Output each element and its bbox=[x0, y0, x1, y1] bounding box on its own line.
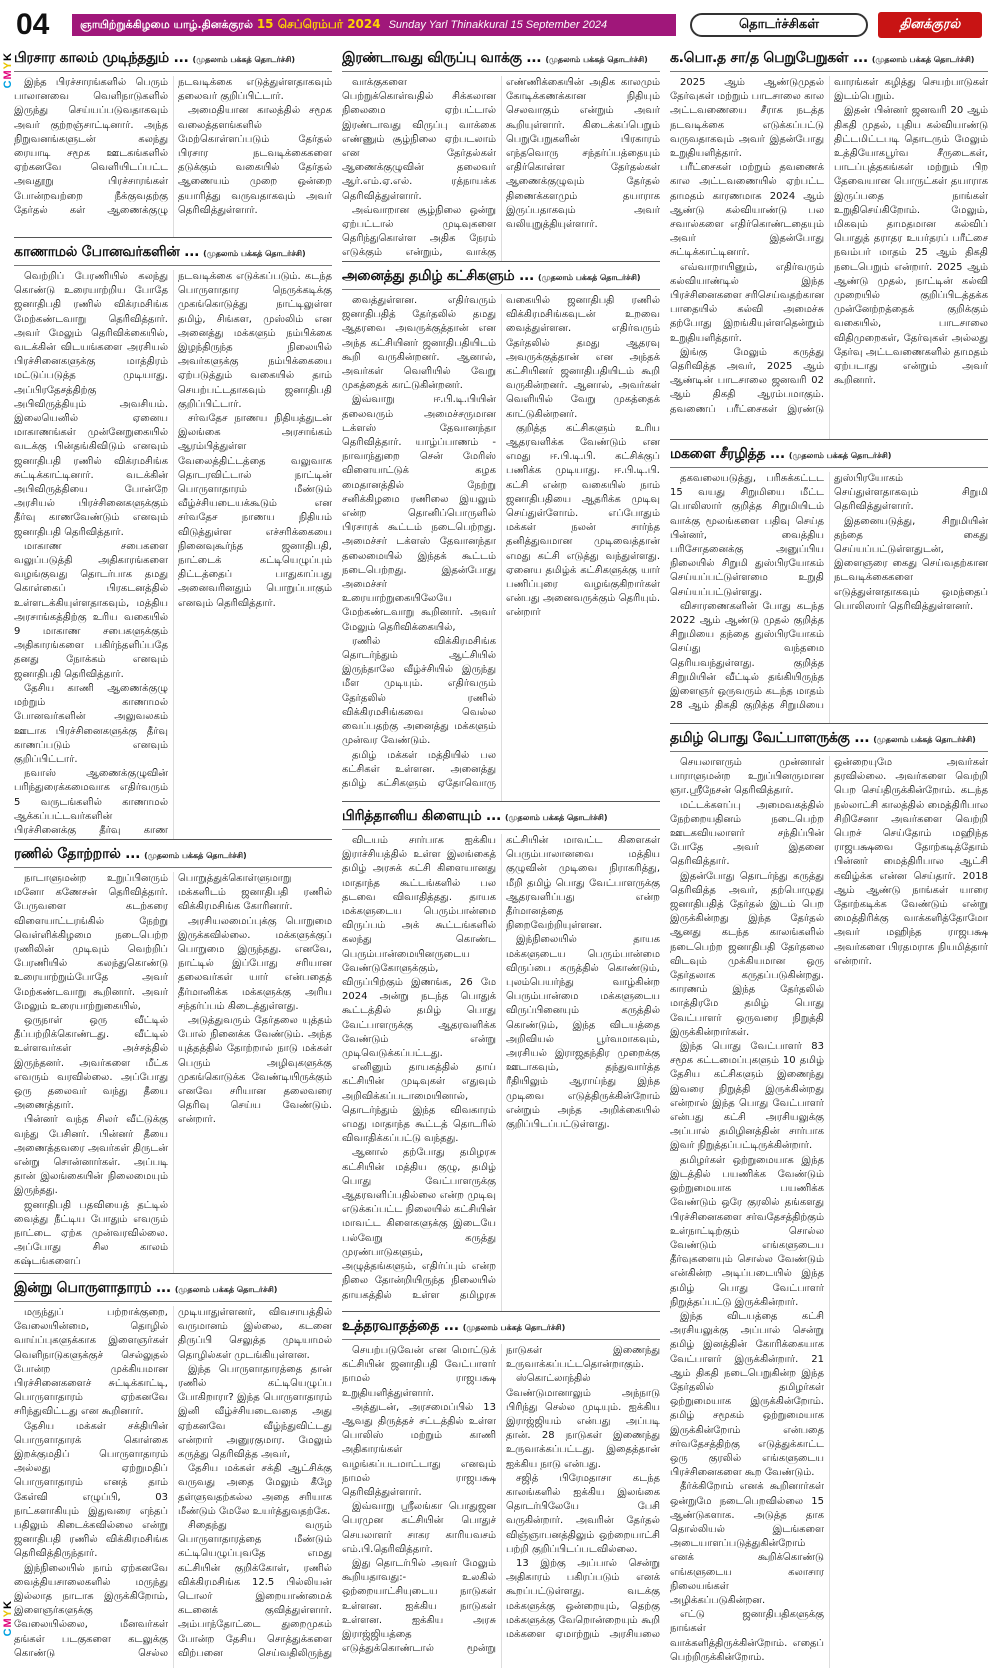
paragraph: தேசிய மக்கள் சக்தி ஆட்சிக்கு வருவது அதை மேலும் கீழே தள்ளுவதற்கல்ல அதை சரியாக மீண்டும் மேலே உயர்த்துவதற்கே. bbox=[178, 1463, 332, 1517]
article-title: மகளை சீரழித்த ... bbox=[670, 446, 785, 462]
paragraph: தேசிய மக்கள் சக்தியின் பொருளாதாரக் கொள்கை இறக்குமதிப் பொருளாதாரம் அல்லது ஏற்றுமதிப் பொருளாதாரம் எனத் தாம் கேள்வி எழுப்பி, 03 நாட்களாகியும் இதுவரை எந்தப் பதிலும் கிடைக்கவில்லை என்று ஜனாதிபதி ரணில் விக்கிரமசிங்க தெரிவித்திருந்தார். bbox=[14, 1420, 168, 1560]
paragraph: சிதைந்து வரும் பொருளாதாரத்தை மீண்டும் கட்டியெழுப்புவதே எமது கட்சியின் குறிக்கோள், ரணில் விக்கிரமசிங்க 12.5 பில்லியன் டொலர் இறையாண்மைக் கடனைக் குவித்துள்ளார். அம்பாந்தோட்டை துறைமுகம் போன்ற தேசிய சொத்துக்களை விற்பனை செய்வதிலிருந்து bbox=[178, 1520, 332, 1659]
paragraph: அரசியலமைப்புக்கு பொறுமை இருக்கவில்லை. மக்களுக்குப் பொறுமை இருந்தது. எனவே, நாட்டில் இப்போது சரியான தலைவர்கள் யார் என்பதைத் தீர்மானிக்க மக்களுக்கு அரிய சந்தர்ப்பம் கிடைத்துள்ளது. bbox=[178, 915, 332, 1012]
article-title: அனைத்து தமிழ் கட்சிகளும் ... bbox=[342, 268, 535, 284]
paragraph: தேசிய காணி ஆணைக்குழு மற்றும் காணாமல் போனவர்களின் அலுவலகம் ஊடாக பிரச்சினைகளுக்கு தீர்வு காணப்படும் எனவும் குறிப்பிட்டார். bbox=[14, 682, 168, 765]
article-title: இன்று பொருளாதாரம் ... bbox=[14, 1280, 171, 1296]
paragraph: எனினும் தாயகத்தில் தாய் கட்சியின் முடிவுகள் எதுவும் அறிவிக்கப்படாமையினால், தொடர்ந்தும் இந்த விவகாரம் எமது மாதாந்த கூட்டத் தொடரில் விவாதிக்கப்பட்டு வந்தது. bbox=[342, 1062, 496, 1145]
paragraph: விசாரணைகளின் போது கடந்த 2022 ஆம் ஆண்டு முதல் குறித்த சிறுமியை தந்தை துஸ்பிரயோகம் செய்து வந்தமை தெரியவந்துள்ளது. குறித்த சிறுமியின் வீட்டில் தங்கியிருந்த இளைஞர் ஒருவரும் கடந்த மாதம் 28 ஆம் திகதி குறித்த சிறுமியை துஸ்பிரயோகம் செய்துள்ளதாகவும் சிறுமி தெரிவித்துள்ளார். bbox=[670, 473, 988, 712]
continued-label: (முதலாம் பக்கத் தொடர்ச்சி) bbox=[203, 249, 306, 258]
paragraph: தமிழர்கள் ஒற்றுமையாக இந்த இடத்தில் பயணிக்க வேண்டும் ஒற்றுமையாக பயணிக்க வேண்டும் ஒரே குரலில் தங்களது பிரச்சினைகளை சர்வதேசத்திற்கும் உள்நாட்டிற்கும் சொல்ல வேண்டும் எங்களுடைய தீர்வுகளையும் சொல்ல வேண்டும் என்கின்ற அடிப்படையில் இந்த தமிழ் பொது வேட்பாளர் நிறுத்தப்பட்டு இருக்கின்றார். bbox=[670, 1154, 824, 1308]
article-body bbox=[342, 294, 660, 801]
article-anaithu-tamil-katchigal bbox=[342, 266, 660, 802]
column-2 bbox=[342, 48, 660, 1668]
paragraph: இதனையடுத்து, சிறுமியின் தந்தை கைது செய்யப்பட்டுள்ளதுடன், இளைஞரை கைது செய்வதற்கான நடவடிக்கைகளை எடுத்துள்ளதாகவும் ஒமந்தைப் பொலிஸார் தெரிவித்துள்ளனர். bbox=[834, 515, 988, 612]
article-title: ரணில் தோற்றால் ... bbox=[14, 846, 141, 862]
paragraph: விடயம் சார்பாக ஐக்கிய இராச்சியத்தில் உள்ள இலங்கைத் தமிழ் அரசுக் கட்சி கிளையானது மாதாந்த கூட்டங்களில் பல தடவை விவாதித்தது. தாயக மக்களுடைய பெரும்பான்மை விருப்பம் அக் கூட்டங்களில் கலந்து கொண்ட பெரும்பான்மையினருடைய வேண்டுகோளுக்கும், விருப்பிற்கும் இணங்க, 26 மே 2024 அன்று நடந்த பொதுக் கூட்டத்தில் தமிழ் பொது வேட்பாளருக்கு ஆதரவளிக்க வேண்டும் என்று முடிவெடுக்கப்பட்டது. bbox=[342, 835, 496, 1060]
article-title: பிரசார காலம் முடிந்ததும் ... bbox=[14, 50, 189, 66]
date-tamil: ஞாயிற்றுக்கிழமை யாழ்.தினக்குரல் 15 செப்ரெம்பர் 2024 bbox=[80, 17, 381, 31]
article-title: பிரித்தானிய கிளையும் ... bbox=[342, 808, 501, 824]
column-3 bbox=[670, 48, 988, 1668]
date-strip bbox=[72, 14, 676, 36]
paragraph: இந்நிலையில் தாயக மக்களுடைய பெரும்பான்மை விருப்பை கருத்தில் கொண்டும், புலம்பெயர்ந்து வாழ்கின்ற பெரும்பான்மை மக்களுடைய விருப்பினையும் கருத்தில் கொண்டும், இந்த விடயத்தை அறிவியல் பூர்வமாகவும், அரசியல் இராஜதந்திர முறைக்கு ஊடாகவும், தந்துவார்த்த ரீதியிலும் ஆராய்ந்து இந்த முடிவை எடுத்திருக்கின்றோம் என்றும் அந்த அறிக்கையில் குறிப்பிடப்பட்டுள்ளது. bbox=[506, 934, 660, 1131]
paragraph: ஆனால் தற்போது தமிழரசு கட்சியின் மத்திய குழு, தமிழ் பொது வேட்பாளருக்கு ஆதரவளிப்பதில்லை என்ற முடிவு எடுக்கப்பட்ட நிலையில் கட்சியின் மாவட்ட கிளைகளுக்கு இடையே பல்வேறு கருத்து முரண்பாடுகளும், அழுத்தங்களும், எதிர்ப்பும் என்ற நிலை தோன்றியிருந்த நிலையில் தாயகத்தில் உள்ள தமிழரசு கட்சியின் மாவட்ட கிளைகள் பெரும்பாலானவை மத்திய குழுவின் முடிவை நிராகரித்து, மீறி தமிழ் பொது வேட்பாளருக்கு ஆதரவளிப்பது என்ற தீர்மானத்தை நிறைவேற்றியுள்ளன. bbox=[342, 835, 660, 1301]
article-body bbox=[670, 756, 988, 1668]
paragraph: ஒருநாள் ஒரு வீட்டில் தீப்பற்றிக்கொண்டது. வீட்டில் உள்ளவர்கள் அச்சத்தில் இருந்தனர். அவர்களை மீட்க எவரும் வரவில்லை. அப்போது ஒரு தலைவர் வந்து தீயை அணைத்தார். bbox=[14, 1015, 168, 1112]
paragraph: தகவலையடுத்து, பரிசுக்கட்டட 15 வயது சிறுமியை மீட்ட பொலிஸார் குறித்த சிறுமியிடம் வாக்கு மூலங்களை பதிவு செய்த பின்னர், வைத்திய பரிசோதனைக்கு அனுப்பிய நிலையில் சிறுமி துஸ்பிரயோகம் செய்யப்பட்டுள்ளமை உறுதி செய்யப்பட்டுள்ளது. bbox=[670, 473, 824, 598]
paragraph: செயலாளரும் முன்னாள் பாராளுமன்ற உறுப்பினருமான ஞா.ஸ்ரீநேசன் தெரிவித்தார். bbox=[670, 757, 824, 797]
paragraph: வைத்துள்ளன. எதிர்வரும் ஜனாதிபதித் தேர்தலில் தமது ஆதரவை அவருக்குத்தான் என அந்த கட்சியினர் ஜனாதிபதியிடம் கூறி வருகின்றனர். ஆனால், அவர்கள் வெளியில் வேறு முகத்தைக் காட்டுகின்றனர். bbox=[342, 295, 496, 392]
paragraph: அவ்வாறான சூழ்நிலை ஒன்று ஏற்பட்டால் முடிவுகளை தெரிந்துகொள்ள அதிக நேரம் எடுக்கும் என்றும், வாக்கு எண்ணிக்கையின் அதிக காலமும் கோடிக்கணக்கான நிதியும் செலவாகும் என்றும் அவர் கூறியுள்ளார். கிடைக்கப்பெறும் பெறுபேறுகளின் பிரகாரம் எந்தவொரு சந்தர்ப்பத்தையும் எதிர்கொள்ள தேர்தல்கள் ஆணைக்குழுவும் தேர்தல் திணைக்களமும் தயாராக இருப்பதாகவும் அவர் வலியுறுத்தியுள்ளார். bbox=[342, 77, 660, 259]
paragraph: வாக்குகளை பெற்றுக்கொள்வதில் சிக்கலான நிலைமை ஏற்பட்டால் இரண்டாவது விருப்பு வாக்கை எண்ணும் சூழ்நிலை ஏற்படலாம் என தேர்தல்கள் ஆணைக்குழுவின் தலைவர் ஆர்.எம்.ஏ.எல். ரத்நாயக்க தெரிவித்துள்ளார். bbox=[342, 77, 496, 202]
paragraph: பரீட்சைகள் மற்றும் தவணைக் கால அட்டவணையில் ஏற்பட்ட தாமதம் காரணமாக 2024 ஆம் ஆண்டு கல்வியாண்டு பல சவால்களை எதிர்கொண்டதையும் அவர் இதன்போது சுட்டிக்காட்டினார். bbox=[670, 162, 824, 259]
article-pirithaniya-kilaiyum bbox=[342, 806, 660, 1312]
paragraph: மாகாண சபைகளை வலுப்படுத்தி அதிகாரங்களை வழங்குவது தொடர்பாக தமது கொள்கைப் பிரகடனத்தில் உள்ளடக்கியுள்ளதாகவும், மத்திய அரசாங்கத்திற்கு உரிய வகையில் 9 மாகாண சபைகளுக்கும் அதிகாரங்களை பகிர்ந்தளிப்பதே தனது நோக்கம் எனவும் ஜனாதிபதி தெரிவித்தார். bbox=[14, 540, 168, 680]
paragraph: 2025 ஆம் ஆண்டுமுதல் தேர்வுகள் மற்றும் பாடசாலை கால அட்டவணையை சீராக நடத்த நடவடிக்கை எடுக்கப்பட்டு வருவதாகவும் அவர் இதன்போது உறுதியளித்தார். bbox=[670, 77, 824, 160]
continued-label: (முதலாம் பக்கத் தொடர்ச்சி) bbox=[545, 55, 648, 64]
cmyk-marks-bottom: CMYK bbox=[2, 1600, 14, 1637]
date-english: Sunday Yarl Thinakkural 15 September 2024 bbox=[388, 19, 608, 31]
article-ranil-thotral bbox=[14, 844, 332, 1274]
paragraph: வெற்றிப் பேரணியில் கலந்து கொண்டு உரையாற்றிய போதே ஜனாதிபதி ரணில் விக்ரமசிங்க மேற்கண்டவாறு தெரிவித்தார். அவர் மேலும் தெரிவிக்கையில், வடக்கின் விடயங்களை அரசியல் பிரச்சினைகளுக்கு மாத்திரம் மட்டுப்படுத்த முடியாது. அப்பிரதேசத்திற்கு அபிவிருத்தியும் அவசியம். இலையெனில் ஏனைய மாகாணங்கள் முன்னேறுகையில் வடக்கு பின்தங்கிவிடும் எனவும் ஜனாதிபதி ரணில் விக்ரமசிங்க சுட்டிக்காட்டினார். வடக்கின் அபிவிருத்தியை போன்றே அரசியல் பிரச்சினைகளுக்கும் தீர்வு காணவேண்டும் எனவும் ஜனாதிபதி தெரிவித்தார். bbox=[14, 271, 168, 538]
continued-label: (முதலாம் பக்கத் தொடர்ச்சி) bbox=[788, 451, 892, 460]
paragraph: பின்னர் வந்த சிலர் வீட்டுக்கு வந்து பேசினர். பின்னர் தீயை அணைத்தவரை அவர்கள் திருடன் என்று சொன்னார்கள். அப்படி தான் இலங்கையின் நிலைமையும் இருந்தது. bbox=[14, 1114, 168, 1197]
article-body bbox=[670, 76, 988, 439]
section-title: தொடர்ச்சிகள் bbox=[690, 13, 868, 37]
article-body bbox=[14, 270, 332, 839]
continued-label: (முதலாம் பக்கத் தொடர்ச்சி) bbox=[871, 55, 975, 64]
paragraph: 13 இற்கு அப்பால் சென்று அதிகாரம் பகிரப்படும் எனக் கூறப்பட்டுள்ளது. வடக்கு மக்களுக்கு ஒன்றையும், தெற்கு மக்களுக்கு வேறொன்றையும் கூறி மக்களை ஏமாற்றும் அரசியலை bbox=[506, 1558, 660, 1641]
article-title: க.பொ.த சா/த பெறுபேறுகள் ... bbox=[670, 50, 868, 66]
continued-label: (முதலாம் பக்கத் தொடர்ச்சி) bbox=[462, 1323, 566, 1332]
continued-label: (முதலாம் பக்கத் தொடர்ச்சி) bbox=[538, 273, 641, 282]
article-title: காணாமல் போனவர்களின் ... bbox=[14, 244, 200, 260]
page-number: 04 bbox=[16, 8, 50, 41]
article-ka-po-tha-pa bbox=[670, 48, 988, 440]
paragraph: சர்வதேச நாணய நிதியத்துடன் இலங்கை அரசாங்கம் ஆரம்பித்துள்ள வேலைத்திட்டத்தை வலுவாக தொடரவிட்டால் நாட்டின் பொருளாதாரம் மீண்டும் வீழ்ச்சியடையக்கூடும் என சர்வதேச நாணய நிதியம் விடுத்துள்ள எச்சரிக்கையை நினைவுகூர்ந்த ஜனாதிபதி, நாட்டைக் கட்டியெழுப்பும் திட்டத்தைப் பாதுகாப்பது அனைவரினதும் பொறுப்பாகும் எனவும் தெரிவித்தார். bbox=[178, 413, 332, 609]
paragraph: இந்த விடயத்தை கட்சி அரசியலுக்கு அப்பால் சென்று தமிழ் இனத்தின் கோரிக்கையாக வேட்பாளர் இருக்கின்றார். 21 ஆம் திகதி நடைபெறுகின்ற இந்த தேர்தலில் தமிழர்கள் ஒற்றுமையாக இருக்கின்றோம். தமிழ் சமூகம் ஒற்றுமையாக இருக்கின்றோம் என்பதை சர்வதேசத்திற்கு எடுத்துக்காட்ட ஒரு குரலில் எங்களுடைய பிரச்சினைகளை கூற வேண்டும். bbox=[670, 1310, 824, 1479]
article-body bbox=[342, 76, 660, 261]
paragraph: தமிழ் மக்கள் மத்தியில் பல கட்சிகள் உள்ளன. அனைத்து தமிழ் கட்சிகளும் ஏதோவொரு வகையில் ஜனாதிபதி ரணில் விக்கிரமசிங்கவுடன் உறவை வைத்துள்ளன. எதிர்வரும் தேர்தலில் தமது ஆதரவு அவருக்குத்தான் என அந்தக் கட்சியினர் ஜனாதிபதியிடம் கூறி வருகின்றனர். ஆனால், அவர்கள் வெளியில் வேறு முகத்தைக் காட்டுகின்றனர். bbox=[342, 295, 660, 789]
column-1 bbox=[14, 48, 332, 1668]
paragraph: ஸ்கொட்லாந்தில் வேண்டுமானாலும் அந்நாடு பிரிந்து செல்ல முடியும். ஐக்கிய இராஜ்ஜியம் என்பது அப்படி தான். 28 நாடுகள் இணைந்து உருவாக்கப்பட்டது. இதைத்தான் ஐக்கிய நாடு என்பது. bbox=[506, 1373, 660, 1470]
article-irandavathu-viruppu bbox=[342, 48, 660, 262]
paragraph: இவ்வாறு ஸ்ரீலங்கா பொதுஜன பெரமுன கட்சியின் பொதுச் செயலாளர் சாகர காரியவசம் எம்.பி.தெரிவித்தார். bbox=[342, 1501, 496, 1555]
article-indru-porulaatharam bbox=[14, 1278, 332, 1668]
article-title: உத்தரவாதத்தை ... bbox=[342, 1318, 459, 1334]
paragraph: செயற்படுவேன் என மொட்டுக் கட்சியின் ஜனாதிபதி வேட்பாளர் நாமல் ராஜபக்ஷ உறுதியளித்துள்ளார். bbox=[342, 1345, 496, 1399]
paragraph: இந்த பிரச்சாரங்களில் பெரும் பாலானவை வெளிநாடுகளில் இருந்து செய்யப்படுவதாகவும் அவர் குற்றஞ்சாட்டினார். அந்த நிறுவனங்களுடன் கலந்து ரையாடி சமூக ஊடகங்களில் ஏற்கனவே வெளியிடப்பட்ட அவதூறு பிரச்சாரங்கள் போன்றவற்றை நீக்குவதற்கு தேர்தல் கள் ஆணைக்குழு நடவடிக்கை எடுத்துள்ளதாகவும் தலைவர் குறிப்பிட்டார். bbox=[14, 77, 332, 216]
paragraph: குறித்த கட்சிகளும் உரிய ஆதரவளிக்க வேண்டும் என எமது ஈ.பி.டி.பி. கட்சிக்குப் பணிக்க முடியாது. ஈ.பி.டி.பி. கட்சி என்ற வகையில் நாம் ஜனாதிபதியை ஆதரிக்க முடிவு செய்துள்ளோம். எப்போதும் மக்கள் நலன் சார்ந்த தனித்துவமான முடிவைத்தான் எமது கட்சி எடுத்து வந்துள்ளது. ஏனைய தமிழ்க் கட்சிகளுக்கு யார் பணிப்புரை வழங்குகிறார்கள் என்பது அனைவருக்கும் தெரியும். என்றார் bbox=[506, 422, 660, 619]
article-title: தமிழ் பொது வேட்பாளருக்கு ... bbox=[670, 730, 870, 746]
paragraph: எவ்வாறாயினும், எதிர்வரும் கல்வியாண்டில் இந்த பிரச்சினைகளை சரிசெய்வதற்கான பாதையில் கல்வி அமைச்சு தற்போது இறங்கியுள்ளதென்றும் உறுதியளித்தார். bbox=[670, 261, 824, 344]
paragraph: அத்துடன், அரசமைப்பில் 13 ஆவது திருத்தச் சட்டத்தில் உள்ள பொலிஸ் மற்றும் காணி அதிகாரங்கள் வழங்கப்படமாட்டாது எனவும் நாமல் ராஜபக்ஷ தெரிவித்துள்ளார். bbox=[342, 1401, 496, 1499]
paragraph: இங்கு மேலும் கருத்து தெரிவித்த அவர், 2025 ஆம் ஆண்டின் பாடசாலை ஜனவரி 02 ஆம் திகதி ஆரம்பமாகும். தவணைப் பரீட்சைகள் இரண்டு வாரங்கள் கழித்து செயற்பாடுகள் இடம்பெறும். bbox=[670, 77, 988, 415]
paragraph: இதன் பின்னர் ஜனவரி 20 ஆம் திகதி முதல், புதிய கல்வியாண்டு திட்டமிட்டபடி தொடரும் மேலும் உத்தியோகபூர்வ சீருடைகள், பாடப்புத்தகங்கள் மற்றும் பிற தேவையான பொருட்கள் தயாராக இருப்பதை நாங்கள் உறுதிசெய்கிறோம். மேலும், மிகவும் தாமதமான கல்விப் பொதுத் தராதர உயர்தரப் பரீட்சை நவம்பர் மாதம் 25 ஆம் திகதி நடைபெறும் என்றார். 2025 ஆம் ஆண்டு முதல், நாட்டின் கல்வி முறையில் குறிப்பிடத்தக்க முன்னேற்றத்தைக் குறிக்கும் வகையில், பாடசாலை விதிமுறைகள், தேர்வுகள் அல்லது தேர்வு அட்டவணைகளில் தாமதம் ஏற்படாது என்றும் அவர் கூறினார். bbox=[834, 105, 988, 387]
article-prachara-kaalam bbox=[14, 48, 332, 238]
cmyk-marks-top: CMYK bbox=[2, 52, 14, 89]
article-body bbox=[14, 76, 332, 237]
paragraph: நாடாளுமன்ற உறுப்பினரும் மனோ கணேசன் தெரிவித்தார். பேருவளை கடற்கரை விளையாட்டரங்கில் நேற்று வெள்ளிக்கிழமை நடைபெற்ற ரணிலின் முடிவும் வெற்றிப் பேரணியில் கலந்துகொண்டு உரையாற்றும்போதே அவர் மேற்கண்டவாறு கூறினார். அவர் மேலும் உரையாற்றுகையில், bbox=[14, 873, 168, 1012]
paragraph: ரணில் விக்கிரமசிங்க தொடர்ந்தும் ஆட்சியில் இருந்தாலே வீழ்ச்சியில் இருந்து மீள முடியும். எதிர்வரும் தேர்தலில் ரணில் விக்கிரமசிங்கவை வெல்ல வைப்பதற்கு அனைத்து மக்களும் முன்வர வேண்டும். bbox=[342, 635, 496, 747]
article-body bbox=[670, 472, 988, 723]
continued-label: (முதலாம் பக்கத் தொடர்ச்சி) bbox=[504, 813, 608, 822]
paragraph: இந்த பொது வேட்பாளர் 83 சமூக கட்டமைப்புகளும் 10 தமிழ் தேசிய கட்சிகளும் இணைந்து இவரை நிறுத்தி இருக்கின்றது என்றால் இந்த பொது வேட்பாளர் என்பது கட்சி அரசியலுக்கு அப்பால் தமிழினத்தின் சார்பாக இவர் நிறுத்தப்பட்டிருக்கின்றார். bbox=[670, 1041, 824, 1152]
paragraph: தீர்க்கிறோம் எனக் கூறினார்கள் ஒன்றுமே நடைபெறவில்லை 15 ஆண்டுகளாக. அடுத்த தாக தொல்லியல் இடங்களை அடையாளப்படுத்துகின்றோம் எனக் கூறிக்கொண்டு எங்களுடைய கலாசார நிலையங்கள் அழிக்கப்படுகின்றன. bbox=[670, 1481, 824, 1606]
paragraph: சஜித் பிரேமதாசா கடந்த காலங்களில் ஐக்கிய இலங்கை தொடர்பிலேயே பேசி வருகின்றார். அவரின் தேர்தல் விஞ்ஞாபனத்திலும் ஒற்றையாட்சி பற்றி குறிப்பிடப்படவில்லை. bbox=[506, 1472, 660, 1555]
article-title: இரண்டாவது விருப்பு வாக்கு ... bbox=[342, 50, 542, 66]
paragraph: இவ்வாறு ஈ.பி.டி.பியின் தலைவரும் அமைச்சருமான டக்ளஸ் தேவானந்தா தெரிவித்தார். யாழ்ப்பாணம் - நாவாந்துறை சென் மேரிஸ் விளையாட்டுக் கழக மைதானத்தில் நேற்று சனிக்கிழமை ரணிலை இயலும் என்ற தொனிப்பொருளில் பிரசாரக் கூட்டம் நடைபெற்றது. அமைச்சர் டக்ளஸ் தேவானந்தா தலைமையில் இந்தக் கூட்டம் நடைபெற்றது. இதன்போது அமைச்சர் உரையாற்றுகையிலேயே மேற்கண்டவாறு கூறினார். அவர் மேலும் தெரிவிக்கையில், bbox=[342, 394, 496, 633]
paragraph: இந்நிலையில் நாம் ஏற்கனவே வைத்தியசாலைகளில் மருந்து இல்லாத நாடாக இருக்கிறோம், இளைஞர்களுக்கு வேலையில்லை, மீனவர்கள் தங்கள் படகுகளை கடலுக்கு கொண்டு செல்ல முடியாதுள்ளனர், விவசாயத்தில் வருமானம் இல்லை, கடனை திருப்பி செலுத்த முடியாமல் தொழில்கள் முடங்கியுள்ளன. bbox=[14, 1307, 332, 1659]
article-kaanamal-ponavargal bbox=[14, 242, 332, 840]
paragraph: எட்டு ஜனாதிபதிகளுக்கு நாங்கள் வாக்களித்திருக்கின்றோம். எதைப் பெற்றிருக்கின்றோம். ஒன்றையுமே அவர்கள் தரவில்லை. அவர்களை வெற்றி பெற செய்திருக்கின்றோம். கடந்த நல்லாட்சி காலத்தில் மைத்திரிபால சிறிசேனா அவர்களை வெற்றி பெறச் செய்தோம் மஹிந்த ராஜபக்ஷவை தோற்கடித்தோம் பின்னர் மைத்திரிபால ஆட்சி கவிழ்க்க என்ன செய்தார். 2018 ஆம் ஆண்டு நாங்கள் யாரை தோற்கடிக்க வேண்டும் என்று மைத்திரிக்கு வாக்களித்தோமோ அவர் மஹிந்த ராஜபக்ஷ அவர்களை பிரதமராக நியமித்தார் என்றார். bbox=[670, 757, 988, 1663]
paragraph: இது தொடர்பில் அவர் மேலும் கூறியதாவது:- உலகில் ஒற்றையாட்சியுடைய நாடுகள் உள்ளன. ஐக்கிய நாடுகள் உள்ளன. ஐக்கிய அரசு இராஜ்ஜியத்தை எடுத்துக்கொண்டால் மூன்று நாடுகள் இணைந்து உருவாக்கப்பட்டதொன்றாகும். bbox=[342, 1345, 660, 1655]
article-body bbox=[14, 872, 332, 1273]
article-body bbox=[342, 834, 660, 1311]
paragraph: அடுத்துவரும் தேர்தலை யுத்தம் போல் நினைக்க வேண்டும். அந்த யுத்தத்தில் தோற்றால் நாடு மக்கள் பெரும் அழிவுகளுக்கு முகங்கொடுக்க வேண்டியிருக்கும் எனவே சரியான தலைவரை தெரிவு செய்ய வேண்டும். என்றார். bbox=[178, 1015, 332, 1126]
continued-label: (முதலாம் பக்கத் தொடர்ச்சி) bbox=[873, 735, 976, 744]
article-body bbox=[14, 1306, 332, 1668]
page-header bbox=[16, 8, 994, 42]
continued-label: (முதலாம் பக்கத் தொடர்ச்சி) bbox=[144, 851, 247, 860]
paragraph: ஜனாதிபதி பதவியைத் தட்டில் வைத்து நீட்டிய போதும் எவரும் நாட்டை ஏற்க முன்வரவில்லை. அப்போது சில காலம் கஷ்டங்களைப் பொறுத்துக்கொள்ளுமாறு மக்களிடம் ஜனாதிபதி ரணில் விக்கிரமசிங்க கோரினார். bbox=[14, 873, 332, 1268]
article-magalai-seerazhitha bbox=[670, 444, 988, 724]
article-body bbox=[342, 1344, 660, 1668]
newspaper-logo: தினக்குரல் bbox=[878, 12, 982, 38]
continued-label: (முதலாம் பக்கத் தொடர்ச்சி) bbox=[192, 55, 296, 64]
article-utharavaathathai bbox=[342, 1316, 660, 1668]
paragraph: மட்டக்களப்பு அமைவகத்தில் நேற்றையதினம் நடைபெற்ற ஊடகவியலாளர் சந்திப்பின் போதே அவர் இதனை தெரிவித்தார். bbox=[670, 799, 824, 868]
paragraph: நவாஸ் ஆணைக்குழுவின் பரிந்துரைக்கமைவாக எதிர்வரும் 5 வருடங்களில் காணாமல் ஆக்கப்பட்டவர்களின் பிரச்சினைக்கு தீர்வு காண நடவடிக்கை எடுக்கப்படும். கடந்த பொருளாதார நெருக்கடிக்கு முகங்கொடுத்து நாட்டிலுள்ள தமிழ், சிங்கள, முஸ்லிம் என அனைத்து மக்களும் நம்பிக்கை இழந்திருந்த நிலையில் அவர்களுக்கு நம்பிக்கையை ஏற்படுத்தும் வகையில் தாம் செயற்பட்டதாகவும் ஜனாதிபதி குறிப்பிட்டார். bbox=[14, 271, 332, 836]
article-tamil-podhu-vetpalar bbox=[670, 728, 988, 1668]
paragraph: இந்த பொருளாதாரத்தை தான் ரணில் கட்டியெழுப்ப போகிறாரா? இந்த பொருளாதாரம் இனி வீழ்ச்சியடைவதை அது ஏற்கனவே வீழ்ந்துவிட்டது என்றார் அனுரகுமார. மேலும் கருத்து தெரிவித்த அவர், bbox=[178, 1363, 332, 1461]
continued-label: (முதலாம் பக்கத் தொடர்ச்சி) bbox=[174, 1285, 278, 1294]
paragraph: அமைதியான காலத்தில் சமூக வலைத்தளங்களில் மேற்கொள்ளப்படும் தேர்தல் பிரசார நடவடிக்கைகளை தடுக்கும் வகையில் தேர்தல் ஆணையம் முறை ஒன்றை தயாரித்து வருவதாகவும் அவர் தெரிவித்துள்ளார். bbox=[178, 105, 332, 216]
paragraph: மருந்துப் பற்றாக்குறை, வேலையின்மை, தொழில் வாய்ப்புகளுக்காக இளைஞர்கள் வெளிநாடுகளுக்குச் செல்லுதல் போன்ற முக்கியமான பிரச்சினைகளைச் சுட்டிக்காட்டி, பொருளாதாரம் ஏற்கனவே சரிந்துவிட்டது என கூறினார். bbox=[14, 1307, 168, 1418]
paragraph: இதன்போது தொடர்ந்து கருத்து தெரிவித்த அவர், தற்பொழுது ஜனாதிபதித் தேர்தல் இடம் பெற இருக்கின்றது இந்த தேர்தல் ஆனது கடந்த காலங்களில் நடைபெற்ற ஜனாதிபதி தேர்தலை விடவும் முக்கியமான ஒரு தேர்தலாக கருதப்படுகின்றது. காரணம் இந்த தேர்தலில் மாத்திரமே தமிழ் பொது வேட்பாளர் ஒருவரை நிறுத்தி இருக்கின்றார்கள். bbox=[670, 870, 824, 1038]
